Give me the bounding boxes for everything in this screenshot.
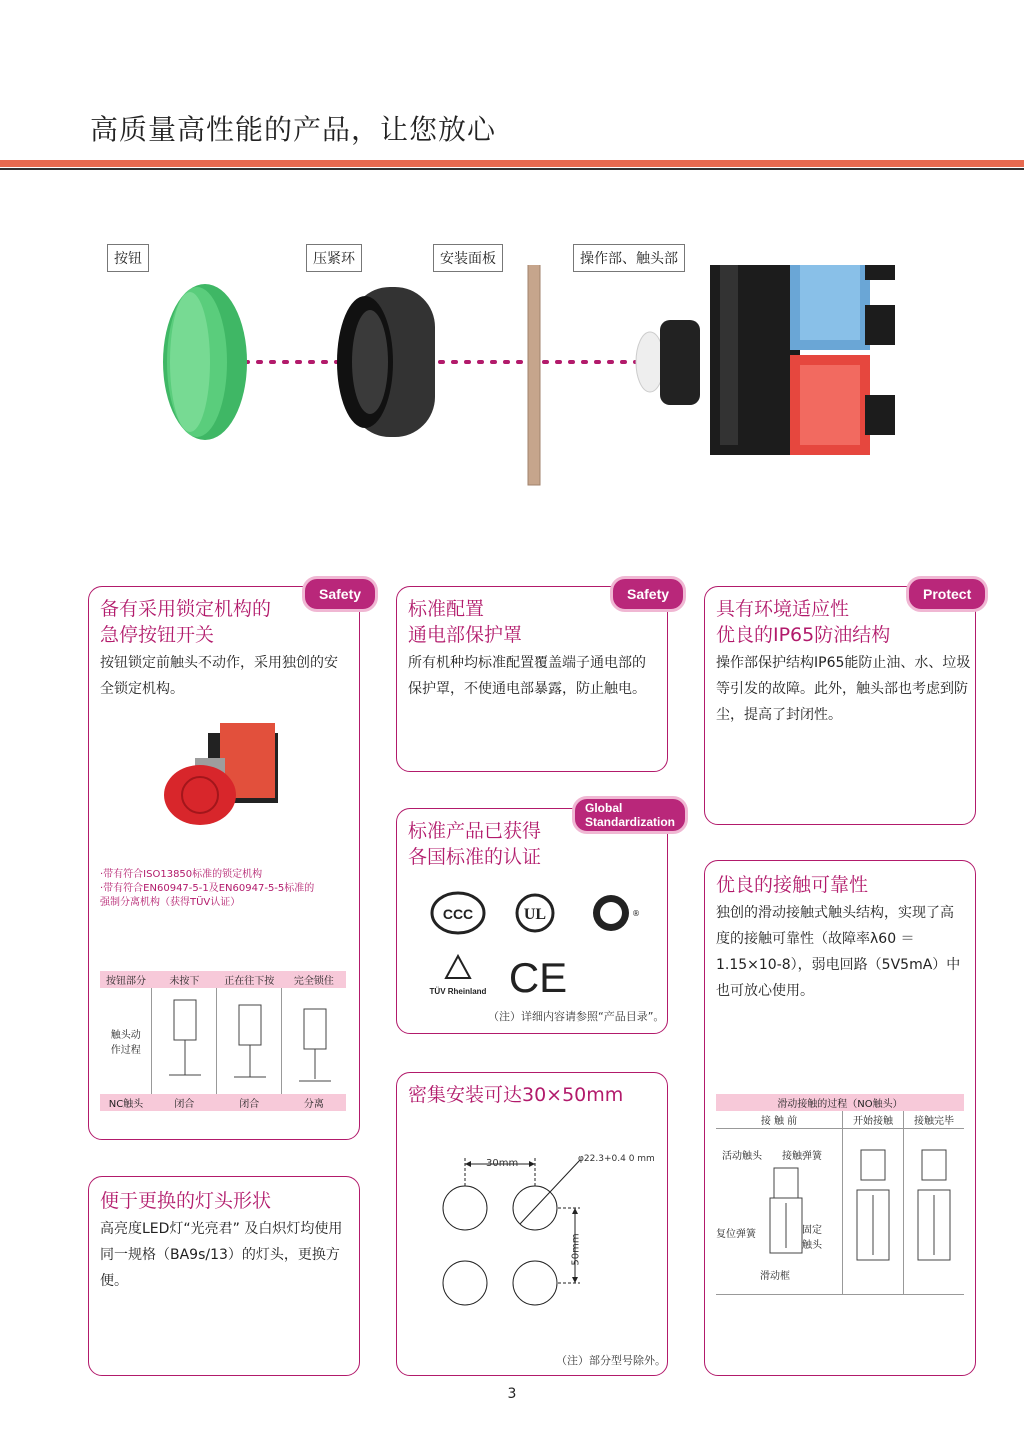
table-cell: 接触完毕: [904, 1111, 964, 1129]
page-title: 高质量高性能的产品，让您放心: [90, 113, 497, 146]
label-slide-frame: 滑动框: [760, 1271, 790, 1282]
table-cell: 闭合: [174, 1099, 195, 1110]
exploded-view-illustration: [150, 265, 910, 495]
card-lock-body: 按钮锁定前触头不动作，采用独创的安全锁定机构。: [100, 655, 338, 697]
dimension-30mm: 30mm: [486, 1158, 519, 1169]
card-ip65-body: 操作部保护结构IP65能防止油、水、垃圾等引发的故障。此外，触头部也考虑到防尘，提高了封闭性。: [716, 655, 971, 723]
table-cell: 完全锁住: [293, 976, 334, 987]
contact-before-diagram: [766, 1163, 806, 1263]
label-operator-contact: 操作部、触头部: [573, 244, 685, 272]
logo-text: CCC: [442, 906, 474, 922]
green-button-cap: [163, 284, 247, 440]
card-contact-body: 独创的滑动接触式触头结构，实现了高度的接触可靠性（故障率λ60 ＝ 1.15×10-8），弱电回路（5V5mA）中也可放心使用。: [716, 905, 961, 999]
operator-contact-unit: [636, 265, 895, 455]
contact-diagram-icon: [289, 995, 339, 1085]
label-moving-contact: 活动触头: [722, 1151, 762, 1162]
lock-process-table: [100, 971, 346, 1111]
csa-logo-icon: [593, 895, 640, 931]
mounting-panel: [528, 265, 540, 485]
card-lamp-title: 便于更换的灯头形状: [100, 1190, 272, 1212]
dimension-phi: φ22.3+0.4 0 mm: [578, 1154, 655, 1164]
card-dense-note: （注）部分型号除外。: [556, 1354, 666, 1367]
contact-complete-diagram: [914, 1140, 954, 1280]
card-ip65-title: 具有环境适应性 优良的IP65防油结构: [716, 598, 891, 646]
label-return-spring: 复位弹簧: [716, 1229, 756, 1240]
global-standardization-badge: [572, 796, 688, 834]
table-title: 滑动接触的过程（NO触头）: [777, 1099, 903, 1110]
logo-text: UL: [523, 906, 547, 923]
card-cert-title: 标准产品已获得 各国标准的认证: [408, 820, 542, 868]
card-lock-notes: ·带有符合ISO13850标准的锁定机构 ·带有符合EN60947-5-1及EN60947-5-5标准的 强制分离机构（获得TÜV认证）: [100, 869, 315, 908]
tuv-logo-icon: [430, 956, 487, 996]
dimension-50mm: 50mm: [570, 1233, 582, 1266]
contact-start-diagram: [853, 1140, 893, 1280]
certification-logos: [428, 888, 648, 998]
safety-badge: Safety: [610, 576, 686, 612]
label-button: 按钮: [107, 244, 149, 272]
label-fixed-contact: 固定 触头: [802, 1225, 822, 1251]
label-clamp-ring: 压紧环: [306, 244, 362, 272]
badge-line: Global: [585, 801, 623, 815]
table-cell: 开始接触: [843, 1111, 904, 1129]
table-cell: 触头动 作过程: [100, 988, 152, 1094]
table-cell: 分离: [303, 1099, 324, 1110]
page-number: 3: [507, 1386, 517, 1402]
ccc-logo-icon: [432, 893, 484, 933]
header-rule: [0, 168, 1024, 170]
sliding-contact-table: [716, 1094, 964, 1295]
table-cell: 接 触 前: [716, 1111, 843, 1129]
contact-diagram-icon: [159, 995, 209, 1085]
card-cover-title: 标准配置 通电部保护罩: [408, 598, 523, 646]
table-cell: 未按下: [169, 976, 200, 987]
protect-badge: Protect: [906, 576, 988, 612]
table-cell: 正在往下按: [224, 976, 275, 987]
safety-badge: Safety: [302, 576, 378, 612]
table-cell: 按钮部分: [105, 976, 146, 987]
header-accent-bar: [0, 160, 1024, 167]
emergency-stop-illustration: [160, 718, 300, 828]
black-clamp-ring: [337, 287, 435, 437]
card-contact-title: 优良的接触可靠性: [716, 874, 869, 896]
card-cover-body: 所有机种均标准配置覆盖端子通电部的保护罩，不使通电部暴露，防止触电。: [408, 655, 646, 697]
card-dense-title: 密集安装可达30×50mm: [408, 1084, 624, 1106]
svg-text:®: ®: [632, 909, 640, 918]
card-cert-note: （注）详细内容请参照“产品目录”。: [488, 1010, 665, 1023]
card-lock-title: 备有采用锁定机构的 急停按钮开关: [100, 598, 272, 646]
table-cell: 闭合: [239, 1099, 260, 1110]
ul-logo-icon: [517, 895, 553, 931]
logo-text: TÜV Rheinland: [429, 987, 487, 996]
label-contact-spring: 接触弹簧: [782, 1151, 822, 1162]
card-lamp-body: 高亮度LED灯“光亮君” 及白炽灯均使用同一规格（BA9s/13）的灯头，更换方便。: [100, 1221, 343, 1289]
mounting-hole-diagram: [430, 1148, 650, 1318]
contact-diagram-icon: [224, 995, 274, 1085]
ce-logo-icon: CE: [508, 954, 568, 998]
table-cell: NC触头: [108, 1099, 144, 1110]
label-panel: 安装面板: [433, 244, 503, 272]
badge-line: Standardization: [585, 815, 676, 829]
